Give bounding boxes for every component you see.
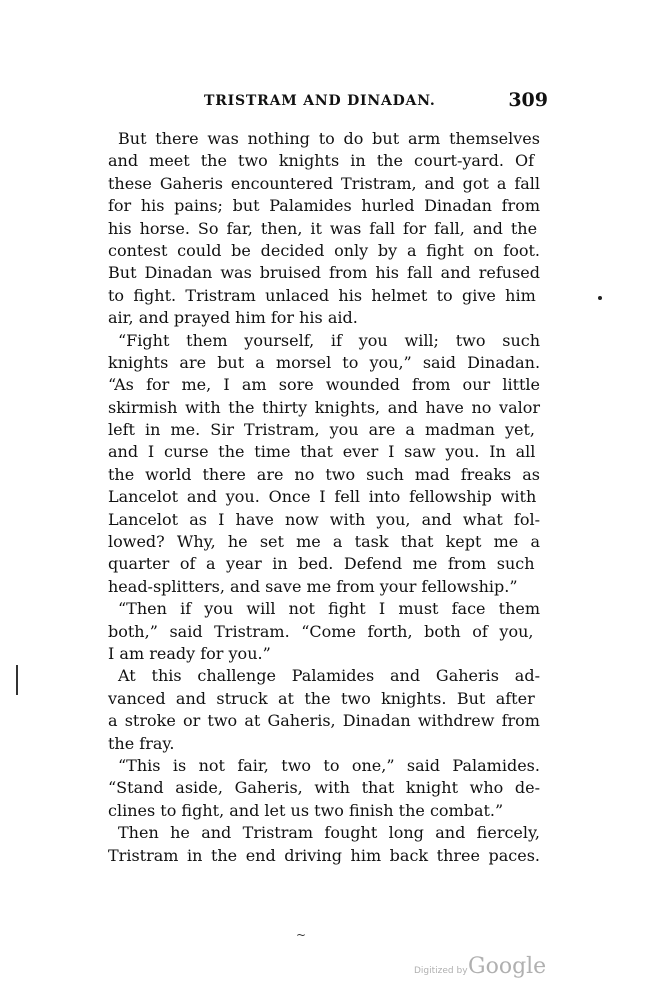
margin-bar-mark [16,665,18,695]
text-line: both,” said Tristram. “Come forth, both of you, [108,621,534,641]
text-line: left in me. Sir Tristram, you are a madman yet, [108,420,536,440]
text-line: lowed? Why, he set me a task that kept me a [108,532,540,552]
text-line: At this challenge Palamides and Gaheris ad- [118,666,540,686]
text-line: “This is not fair, two to one,” said Palamides. [118,755,540,775]
text-line: his horse. So far, then, it was fall for fall, and the [108,218,538,238]
text-line: But there was nothing to do but arm themselves [118,129,540,148]
text-line: quarter of a year in bed. Defend me from such [108,554,535,574]
text-line: for his pains; but Palamides hurled Dinadan from [108,196,540,216]
text-line: air, and prayed him for his aid. [108,308,358,328]
running-head [108,89,548,113]
body-text [108,128,540,867]
watermark-brand: Google [468,954,547,979]
tilde-mark: ~ [296,928,307,942]
running-title: TRISTRAM AND DINADAN. [204,93,436,109]
page-number: 309 [508,89,548,111]
text-line: Then he and Tristram fought long and fiercely, [118,823,541,843]
text-line: head-splitters, and save me from your fellowship.” [108,576,518,596]
text-line: Lancelot and you. Once I fell into fellowship with [108,487,537,507]
text-line: “As for me, I am sore wounded from our little [108,375,541,395]
text-line: I am ready for you.” [108,643,271,663]
text-line: the world there are no two such mad freaks as [108,464,540,484]
text-line: Lancelot as I have now with you, and what fol- [108,509,541,529]
text-line: “Fight them yourself, if you will; two such [118,330,541,350]
text-line: the fray. [108,733,175,753]
text-line: and meet the two knights in the court-yard. Of [108,151,535,171]
digitized-watermark [414,954,554,986]
text-line: and I curse the time that ever I saw you. In all [108,442,536,462]
text-line: But Dinadan was bruised from his fall and refused [108,263,540,283]
text-line: clines to fight, and let us two finish the combat.” [108,800,504,820]
text-line: a stroke or two at Gaheris, Dinadan withdrew from [108,711,540,731]
text-line: skirmish with the thirty knights, and have no valor [108,397,541,417]
text-line: to fight. Tristram unlaced his helmet to give him [108,285,536,305]
text-line: these Gaheris encountered Tristram, and got a fall [108,173,541,193]
text-line: vanced and struck at the two knights. But after [108,688,535,708]
text-line: knights are but a morsel to you,” said Dinadan. [108,352,541,372]
text-line: Tristram in the end driving him back three paces. [108,845,541,865]
margin-dot-mark [598,296,602,300]
watermark-prefix: Digitized by [414,966,468,976]
text-line: “Stand aside, Gaheris, with that knight who de- [108,778,541,798]
text-line: “Then if you will not fight I must face them [118,599,541,619]
text-line: contest could be decided only by a fight on foot. [108,240,540,260]
